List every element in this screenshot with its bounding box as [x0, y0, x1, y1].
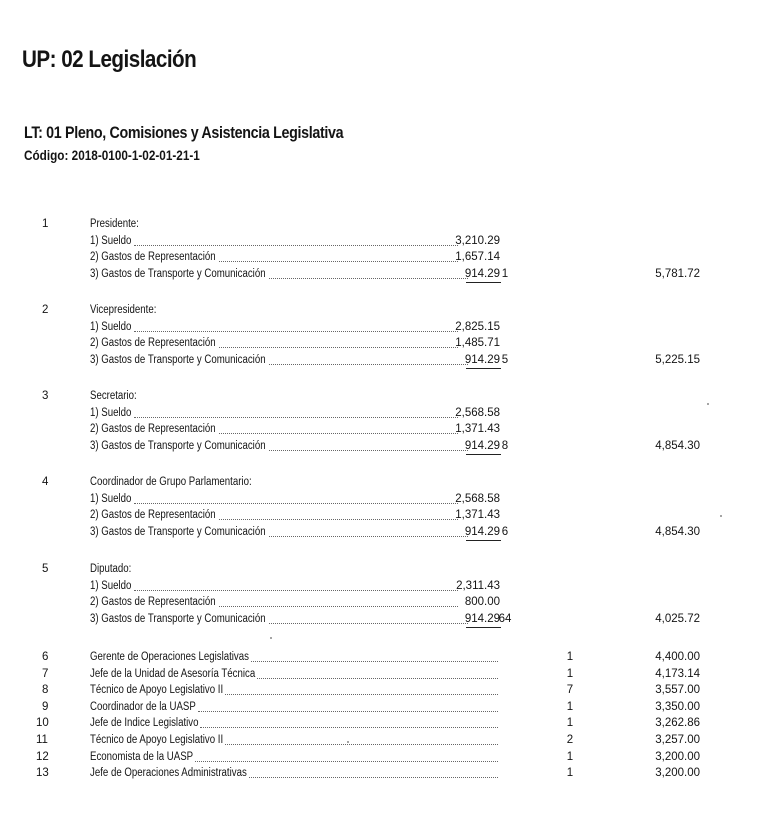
item-amount: 3,210.29 — [455, 234, 500, 247]
item-amount: 1,371.43 — [455, 509, 500, 521]
position-amount: 3,200.00 — [655, 767, 700, 780]
position-title: Técnico de Apoyo Legislativo II — [90, 734, 224, 746]
item-amount: 800.00 — [464, 596, 500, 608]
underline — [466, 540, 501, 541]
position-amount: 3,557.00 — [655, 684, 700, 697]
budget-code: Código: 2018-0100-1-02-01-21-1 — [24, 147, 200, 163]
group-number: 3 — [42, 390, 49, 402]
item-label: 3) Gastos de Transporte y Comunicación — [90, 525, 266, 538]
underline — [466, 368, 501, 369]
underline — [466, 282, 501, 283]
item-amount: 2,311.43 — [456, 579, 500, 592]
item-label: 2) Gastos de Representación — [90, 337, 216, 349]
position-number: 7 — [42, 667, 49, 680]
item-label: 1) Sueldo — [90, 320, 132, 333]
item-label: 3) Gastos de Transporte y Comunicación — [90, 267, 266, 280]
position-number: 10 — [36, 717, 49, 730]
item-label: 3) Gastos de Transporte y Comunicación — [90, 612, 266, 625]
item-amount: 2,568.58 — [455, 406, 500, 419]
group-total: 4,854.30 — [655, 525, 700, 538]
leader-dots — [225, 693, 498, 695]
item-label: 3) Gastos de Transporte y Comunicación — [90, 353, 266, 366]
group-count: 1 — [501, 267, 509, 280]
item-label: 2) Gastos de Representación — [90, 596, 216, 608]
leader-dots — [257, 677, 498, 679]
scan-speck — [720, 515, 722, 517]
scan-speck — [270, 637, 272, 639]
position-count: 1 — [566, 750, 574, 763]
position-title: Jefe de la Unidad de Asesoría Técnica — [90, 667, 256, 680]
group-count: 8 — [501, 439, 509, 452]
item-amount: 1,485.71 — [455, 337, 500, 349]
position-amount: 3,257.00 — [655, 734, 700, 746]
item-amount: 914.29 — [464, 267, 500, 280]
item-amount: 914.29 — [464, 525, 500, 538]
position-amount: 3,200.00 — [655, 750, 700, 763]
item-amount: 914.29 — [464, 439, 500, 452]
position-number: 6 — [42, 651, 49, 663]
position-count: 1 — [566, 651, 574, 663]
position-count: 7 — [566, 684, 574, 697]
group-total: 5,225.15 — [655, 353, 700, 366]
group-role: Coordinador de Grupo Parlamentario: — [90, 476, 252, 488]
position-count: 1 — [566, 767, 574, 780]
position-number: 13 — [36, 767, 49, 780]
item-label: 2) Gastos de Representación — [90, 509, 216, 521]
group-role: Diputado: — [90, 563, 132, 575]
group-number: 1 — [42, 218, 49, 230]
group-total: 5,781.72 — [655, 267, 700, 280]
leader-dots — [251, 660, 498, 662]
position-count: 1 — [566, 667, 574, 680]
item-label: 1) Sueldo — [90, 492, 132, 505]
position-title: Técnico de Apoyo Legislativo II — [90, 684, 224, 697]
page-title: UP: 02 Legislación — [22, 46, 197, 73]
section-title: LT: 01 Pleno, Comisiones y Asistencia Legislativa — [24, 123, 344, 142]
leader-dots — [198, 710, 498, 712]
group-role: Secretario: — [90, 390, 137, 402]
group-role: Presidente: — [90, 218, 139, 230]
position-amount: 4,400.00 — [655, 651, 700, 663]
position-title: Coordinador de la UASP — [90, 700, 196, 713]
position-title: Gerente de Operaciones Legislativas — [90, 651, 249, 663]
item-label: 1) Sueldo — [90, 406, 132, 419]
underline — [466, 454, 501, 455]
leader-dots — [200, 726, 498, 728]
position-number: 9 — [42, 700, 49, 713]
position-amount: 3,350.00 — [655, 700, 700, 713]
position-title: Economista de la UASP — [90, 750, 194, 763]
item-amount: 914.29 — [464, 353, 500, 366]
scan-speck — [707, 403, 709, 405]
group-number: 4 — [42, 476, 49, 488]
position-count: 1 — [566, 700, 574, 713]
item-amount: 1,371.43 — [455, 423, 500, 435]
group-total: 4,854.30 — [655, 439, 700, 452]
group-count: 6 — [501, 525, 509, 538]
position-amount: 4,173.14 — [655, 667, 700, 680]
position-count: 2 — [566, 734, 574, 746]
leader-dots — [225, 743, 498, 745]
leader-dots — [195, 760, 498, 762]
position-title: Jefe de Indice Legislativo — [90, 717, 199, 730]
item-amount: 1,657.14 — [455, 251, 500, 263]
item-amount: 914.29 — [464, 612, 500, 625]
position-amount: 3,262.86 — [655, 717, 700, 730]
item-label: 1) Sueldo — [90, 579, 132, 592]
position-number: 11 — [36, 734, 48, 746]
group-number: 2 — [42, 304, 49, 316]
group-count: 64 — [498, 612, 512, 625]
scan-speck — [347, 741, 349, 743]
item-amount: 2,825.15 — [455, 320, 500, 333]
position-number: 12 — [36, 750, 49, 763]
position-count: 1 — [566, 717, 574, 730]
group-count: 5 — [501, 353, 509, 366]
position-number: 8 — [42, 684, 49, 697]
group-total: 4,025.72 — [655, 612, 700, 625]
underline — [466, 627, 501, 628]
leader-dots — [249, 776, 498, 778]
group-number: 5 — [42, 563, 49, 575]
item-label: 2) Gastos de Representación — [90, 423, 216, 435]
group-role: Vicepresidente: — [90, 304, 157, 316]
position-title: Jefe de Operaciones Administrativas — [90, 767, 247, 780]
item-amount: 2,568.58 — [455, 492, 500, 505]
item-label: 3) Gastos de Transporte y Comunicación — [90, 439, 266, 452]
item-label: 1) Sueldo — [90, 234, 132, 247]
item-label: 2) Gastos de Representación — [90, 251, 216, 263]
